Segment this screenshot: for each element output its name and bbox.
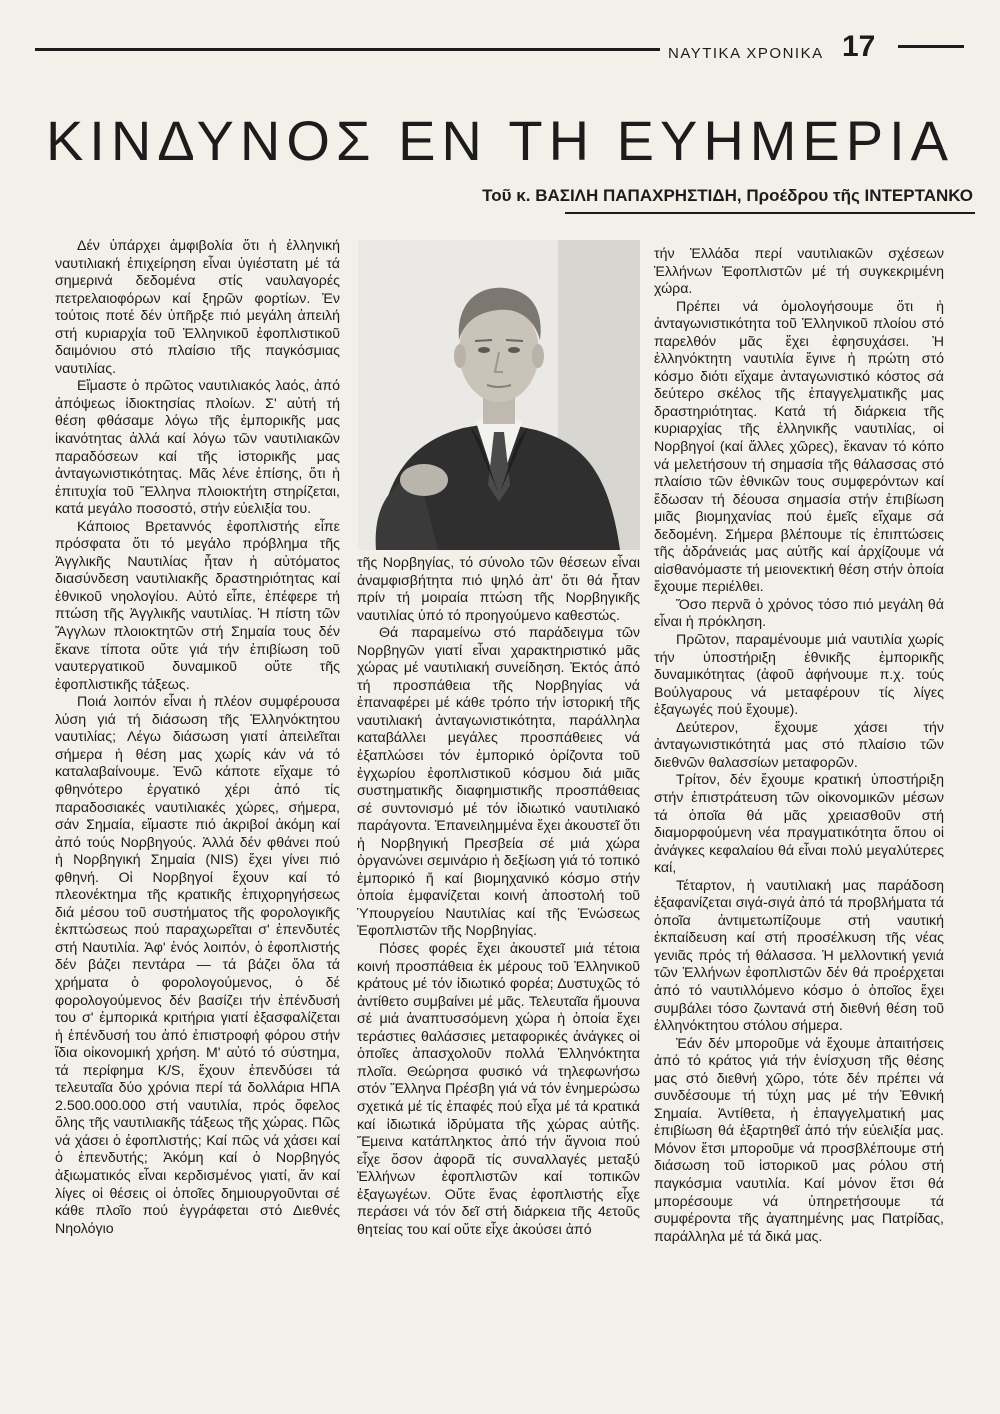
paragraph: Δέν ὑπάρχει ἀμφιβολία ὅτι ἡ ἑλληνική ναυτιλιακή ἐπιχείρηση εἶναι ὑγιέστατη μέ τά σημερινά δεδομένα στίς ναυλαγορές πετρελαιοφόρων καί ξηρῶν φορτίων. Ἐν τούτοις ποτέ δέν ὑπῆρξε πιό μεγάλη ἀπειλή στή κυριαρχία τοῦ Ἑλληνικοῦ ἐφοπλιστικοῦ δαιμόνιου στό πλαίσιο τῆς παγκόσμιας ναυτιλίας. [55,238,340,377]
paragraph: τῆς Νορβηγίας, τό σύνολο τῶν θέσεων εἶναι ἀναμφισβήτητα πιό ψηλό ἀπ' ὅτι θά ἦταν πρίν τή μοιραία πτώση τῆς Νορβηγικῆς ναυτιλίας ὑπό τό προηγούμενο καθεστώς. [357,555,640,624]
paragraph: Κάποιος Βρεταννός ἐφοπλιστής εἶπε πρόσφατα ὅτι τό μεγάλο πρόβλημα τῆς Ἀγγλικῆς Ναυτιλίας ἦταν ἡ αὐτόματος διασύνδεση ναυτιλιακῆς δραστηριότητας καί ἐθνικοῦ νηολογίου. Αὐτό εἶπε, ἐπέφερε τή πτώση τῆς Ἀγγλικῆς ναυτιλίας. Ἡ πίστη τῶν Ἄγγλων πλοιοκτητῶν στή Σημαία τους δέν ἔκανε τίποτα οὔτε γιά τήν ἐπιβίωση τοῦ ναυτεργατικοῦ δυναμικοῦ οὔτε τῆς ἐφοπλιστικῆς τάξεως. [55,518,340,693]
paragraph: Ἐάν δέν μποροῦμε νά ἔχουμε ἀπαιτήσεις ἀπό τό κράτος γιά τήν ἐνίσχυση τῆς θέσης μας στό διεθνή χῶρο, τότε δέν πρέπει νά συνδέσουμε τή τύχη μας μέ τήν Ἐθνική Σημαία. Ἀντίθετα, ἡ ἐπαγγελματική μας ἐπιβίωση θά ἐξαρτηθεῖ ἀπό τήν εὐελιξία μας. Μόνον ἔτσι μποροῦμε νά προσβλέπουμε στή διάσωση τοῦ ἱστορικοῦ μας ρόλου στή παγκόσμια ναυτιλία. Καί μόνον ἔτσι θά μπορέσουμε νά ὑπηρετήσουμε τά συμφέροντα τῆς ἀγαπημένης μας Πατρίδας, παράλληλα μέ τά δικά μας. [654,1035,944,1245]
paragraph: Δεύτερον, ἔχουμε χάσει τήν ἀνταγωνιστικότητά μας στό πλαίσιο τῶν διεθνῶν θαλασσίων μεταφορῶν. [654,719,944,771]
paragraph: Εἴμαστε ὁ πρῶτος ναυτιλιακός λαός, ἀπό ἀπόψεως ἰδιοκτησίας πλοίων. Σ' αὐτή τή θέση φθάσαμε λόγω τῆς ἐμπορικῆς μας ἱκανότητας ἀλλά καί λόγω τῶν ναυτιλιακῶν παραδόσεων καί τῆς ἱστορικῆς μας ἀνταγωνιστικότητας. Μᾶς λένε ἐπίσης, ὅτι ἡ ἐπιτυχία τοῦ Ἕλληνα πλοιοκτήτη στηρίζεται, κατά μεγάλο ποσοστό, στήν εὐελιξία του. [55,378,340,518]
paragraph: Τρίτον, δέν ἔχουμε κρατική ὑποστήριξη στήν ἐπιστράτευση τῶν οἰκονομικῶν μέσων τά ὁποῖα θά μᾶς χρειασθοῦν στή διαμορφούμενη νέα πραγματικότητα ὅπου οἱ ἀνάγκες κεφαλαίου θά εἶναι πολύ μεγαλύτερες καί, [654,772,944,877]
header-rule-right [898,45,964,48]
paragraph: Πρῶτον, παραμένουμε μιά ναυτιλία χωρίς τήν ὑποστήριξη ἐθνικῆς ἐμπορικῆς δυναμικότητας (ἀφοῦ ἀφήνουμε π.χ. τούς Βούλγαρους νά μεταφέρουν τίς λίγες ἐξαγωγές πού ἔχουμε). [654,632,944,719]
header-rule-left [35,48,660,51]
paragraph: Θά παραμείνω στό παράδειγμα τῶν Νορβηγῶν γιατί εἶναι χαρακτηριστικό μᾶς χώρας μέ ναυτιλιακή συνείδηση. Ἐκτός ἀπό τή προσπάθεια τῆς Νορβηγίας νά ἐπαναφέρει μέ κάθε τρόπο τήν ἱστορική τῆς ναυτιλιακή ἀνταγωνιστικότητα, παράλληλα καταβάλλει μεγάλες προσπάθειες νά ἐξαπλώσει τόν ἐμπορικό ὁρίζοντα τοῦ ἐγχωρίου ἐφοπλιστικοῦ κόσμου διά μιᾶς συστηματικῆς διαφημιστικῆς προσπάθειας σέ συντονισμό μέ τόν ἰδιωτικό ναυτιλιακό παράγοντα. Ἐπανειλημμένα ἔχει ἀκουστεῖ ὅτι ἡ Νορβηγική Πρεσβεία σέ μιά χώρα ὀργανώνει σεμινάριο ἡ δεξίωση γιά τό τοπικό ἐμπορικό ἤ καί βιομηχανικό κόσμο στήν ὁποία ἐμφανίζεται κοινή ἀποστολή τοῦ Ὑπουργείου Ναυτιλίας καί τῆς Ἑνώσεως Ἐφοπλιστῶν τῆς Νορβηγίας. [357,625,640,940]
paragraph: Πρέπει νά ὁμολογήσουμε ὅτι ἡ ἀνταγωνιστικότητα τοῦ Ἑλληνικοῦ πλοίου στό παρελθόν μᾶς ἔχει ἐφησυχάσει. Ἡ ἑλληνόκτητη ναυτιλία ἔγινε ἡ πρώτη στό κόσμο διότι εἴχαμε ἀνταγωνιστικό κόστος σά δεύτερο σκέλος τῆς ἐπαγγελματικῆς μας δραστηριότητας. Κατά τή διάρκεια τῆς κυριαρχίας τῆς ἑλληνικῆς ναυτιλίας, οἱ Νορβηγοί (καί ἄλλες χῶρες), ἔκαναν τό κόπο νά μελετήσουν τή σημασία τῆς θάλασσας στό πλαίσιο τῶν ἐθνικῶν τους συμφερόντων καί ἔδωσαν τή δέουσα σημασία στήν ἐπιβίωση μιᾶς βιομηχανίας πού ἐμεῖς εἴχαμε σά δεδομένη. Σήμερα βλέπουμε τίς ἐπιπτώσεις τῆς ἀδράνειάς μας αὐτῆς καί ἀρχίζουμε νά αἰσθανόμαστε τή μειονεκτική θέση στήν ὁποία ἔχουμε περιέλθει. [654,298,944,596]
article-title: ΚΙΝΔΥΝΟΣ ΕΝ ΤΗ ΕΥΗΜΕΡΙΑ [45,109,955,172]
byline-underline [565,212,975,214]
author-portrait [358,240,640,550]
article-column-1 [55,238,340,1238]
paragraph: Τέταρτον, ἡ ναυτιλιακή μας παράδοση ἐξαφανίζεται σιγά-σιγά ἀπό τά προβλήματα τά ὁποῖα ἀντιμετωπίζουμε στή ναυτική ἐκπαίδευση καί στή προσέλκυση τῆς νέας γενιᾶς πρός τή θάλασσα. Ἡ μελλοντική γενιά τῶν Ἑλλήνων ἐφοπλιστῶν δέν θά προέρχεται ἀπό τό ναυτιλλόμενο κόσμο ὁ ὁποῖος ἔχει συμβάλει τόσο ζωντανά στή διεθνή θέση τοῦ ἑλληνόκτητου στόλου σήμερα. [654,877,944,1035]
paragraph: Ποιά λοιπόν εἶναι ἡ πλέον συμφέρουσα λύση γιά τή διάσωση τῆς Ἑλληνόκτητου ναυτιλίας; Λέγω διάσωση γιατί ἀπειλεῖται σήμερα ἡ θέση μας χωρίς κάν νά τό καταλαβαίνουμε. Ἐνῶ κάποτε εἴχαμε τό φθηνότερο ἐργατικό χέρι ἀπό τίς παραδοσιακές ναυτιλιακές χώρες, σήμερα, σάν Σημαία, εἴμαστε πιό ἀκριβοί ἀκόμη καί ἀπό τούς Νορβηγούς. Ἀλλά δέν φθάνει πού ἡ Νορβηγική Σημαία (NIS) ἔχει γίνει πιό φθηνή. Οἱ Νορβηγοί ἔχουν καί τό πλεονέκτημα τῆς κρατικῆς ἐπιχορηγήσεως διά μέσου τοῦ συστήματος τῆς φορολογικῆς ἐκπτώσεως πού παραχωρεῖται σ' ἐπενδυτές στή Ναυτιλία. Ἀφ' ἑνός λοιπόν, ὁ ἐφοπλιστής δέν βάζει πεντάρα — τά βάζει ὅλα τά χρήματα ὁ φορολογούμενος, ὁ δέ φορολογούμενος δέν βασίζει τήν ἐπένδυσή του σ' ἐμπορικά κριτήρια γιατί ἐξασφαλίζεται ἡ ἐπένδυσή του ἀπό ἐπιστροφή φόρου στήν ἴδια οἰκονομική χρήση. Μ' αὐτό τό σύστημα, τά περίφημα K/S, ἔχουν ἐπενδύσει τά τελευταῖα δύο χρόνια περί τά δολλάρια ΗΠΑ 2.500.000.000 στή ναυτιλία, πρός ὄφελος ὅλης τῆς ναυτιλιακῆς τάξεως τῆς χώρας. Πῶς νά χάσει ὁ ἐφοπλιστής; Καί πῶς νά χάσει καί ὁ ἐπενδυτής; Ἀκόμη καί ὁ Νορβηγός ἀξιωματικός εἶναι κερδισμένος γιατί, ἄν καί λίγες οἱ θέσεις οἱ ὁποῖες δημιουργοῦνται σέ κάθε πλοῖο πού ἐγγράφεται στό Διεθνές Νηολόγιο [55,694,340,1237]
page-number: 17 [842,30,876,63]
paragraph: Ὅσο περνᾶ ὁ χρόνος τόσο πιό μεγάλη θά εἶναι ἡ πρόκληση. [654,596,944,631]
running-title: ΝΑΥΤΙΚΑ ΧΡΟΝΙΚΑ [668,45,824,62]
article-byline: Τοῦ κ. ΒΑΣΙΛΗ ΠΑΠΑΧΡΗΣΤΙΔΗ, Προέδρου τῆς ΙΝΤΕΡΤΑΝΚΟ [482,186,973,205]
article-column-3 [654,246,944,1246]
paragraph: τήν Ἑλλάδα περί ναυτιλιακῶν σχέσεων Ἑλλήνων Ἐφοπλιστῶν μέ τή συγκεκριμένη χώρα. [654,246,944,298]
paragraph: Πόσες φορές ἔχει ἀκουστεῖ μιά τέτοια κοινή προσπάθεια ἐκ μέρους τοῦ Ἑλληνικοῦ κράτους μέ τόν ἰδιωτικό φορέα; Δυστυχῶς τό ἀντίθετο συμβαίνει μέ μᾶς. Τελευταῖα ἤμουνα σέ μιά ἀναπτυσσόμενη χώρα ἡ ὁποία ἔχει τεράστιες θαλάσσιες μεταφορικές ἀνάγκες οἱ ὁποῖες ἀπασχολοῦν πολλά Ἑλληνόκτητα πλοῖα. Θεώρησα φυσικό νά τηλεφωνήσω στόν Ἕλληνα Πρέσβη γιά νά τόν ἐνημερώσω σχετικά μέ τίς ἐπαφές πού εἶχα μέ τά κρατικά καί ἰδιωτικά ἱδρύματα τῆς χώρας αὐτῆς. Ἔμεινα κατάπληκτος ἀπό τήν ἄγνοια πού εἶχε ὅσον ἀφορᾶ τίς συναλλαγές μεταξύ Ἑλλήνων ἐφοπλιστῶν καί τοπικῶν ἐξαγωγέων. Οὔτε ἕνας ἐφοπλιστής εἶχε περάσει νά τόν δεῖ στή διάρκεια τῆς 4ετοῦς θητείας του καί οὔτε εἶχε ἀκούσει ἀπό [357,941,640,1238]
portrait-illustration [358,240,640,550]
article-column-2 [357,555,640,1239]
